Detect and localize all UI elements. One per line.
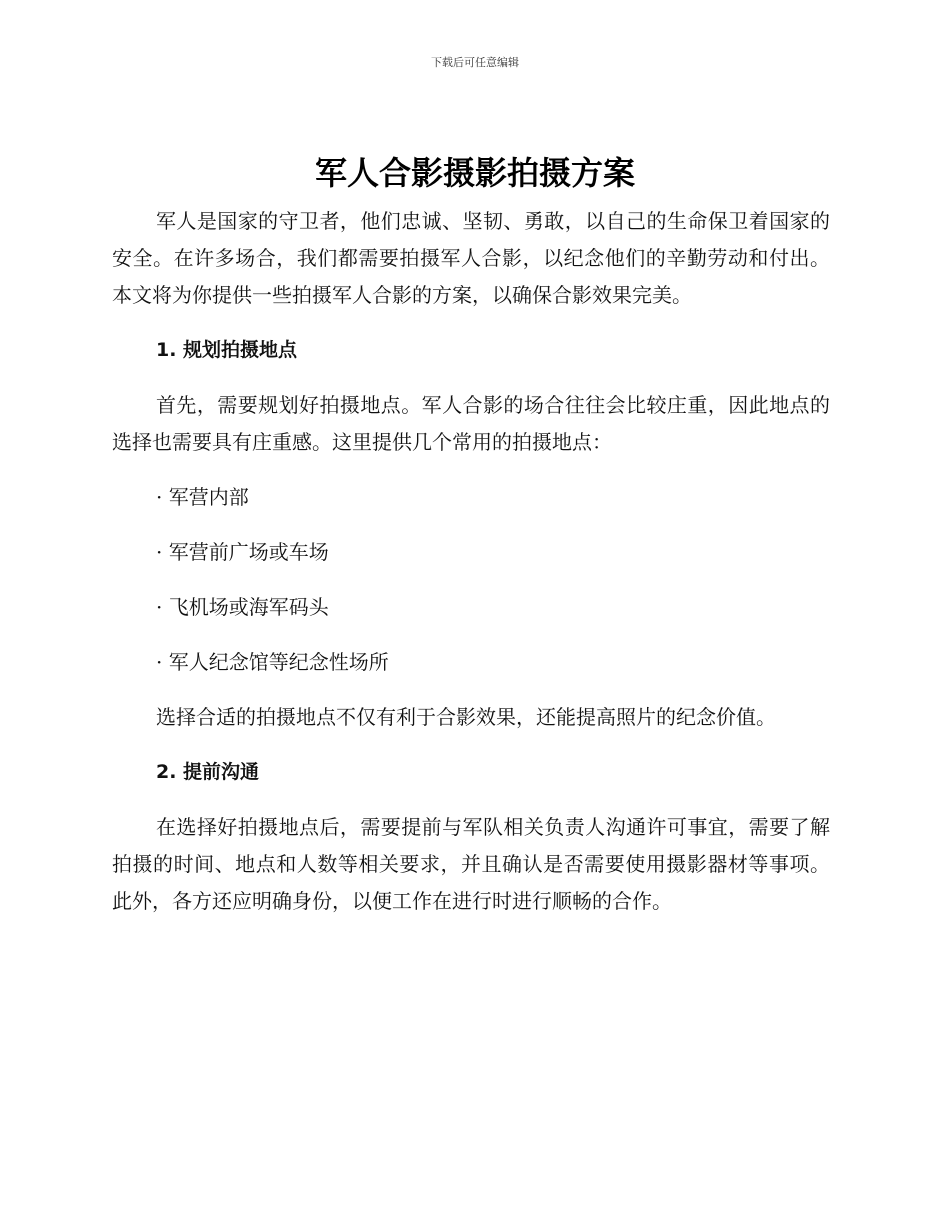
list-item: · 军营内部 xyxy=(156,485,249,509)
section-location-summary: 选择合适的拍摄地点不仅有利于合影效果，还能提高照片的纪念价值。 xyxy=(156,705,776,729)
section-heading-communication: 2. 提前沟通 xyxy=(156,761,260,783)
list-item: · 飞机场或海军码头 xyxy=(156,595,329,619)
list-item: · 军人纪念馆等纪念性场所 xyxy=(156,650,389,674)
header-note: 下载后可任意编辑 xyxy=(431,56,519,69)
section-heading-location: 1. 规划拍摄地点 xyxy=(156,339,298,361)
location-list xyxy=(112,479,830,681)
section-communication-paragraph: 在选择好拍摄地点后，需要提前与军队相关负责人沟通许可事宜，需要了解拍摄的时间、地点和人数等相关要求，并且确认是否需要使用摄影器材等事项。此外，各方还应明确身份，以便工作在进行时进行顺畅的合作。 xyxy=(112,815,830,913)
section-location-paragraph: 首先，需要规划好拍摄地点。军人合影的场合往往会比较庄重，因此地点的选择也需要具有庄重感。这里提供几个常用的拍摄地点： xyxy=(112,393,830,454)
document-body xyxy=(112,203,830,920)
intro-paragraph: 军人是国家的守卫者，他们忠诚、坚韧、勇敢，以自己的生命保卫着国家的安全。在许多场合，我们都需要拍摄军人合影，以纪念他们的辛勤劳动和付出。本文将为你提供一些拍摄军人合影的方案，以确保合影效果完美。 xyxy=(112,209,830,307)
list-item: · 军营前广场或车场 xyxy=(156,540,329,564)
document-title: 军人合影摄影拍摄方案 xyxy=(314,154,635,192)
